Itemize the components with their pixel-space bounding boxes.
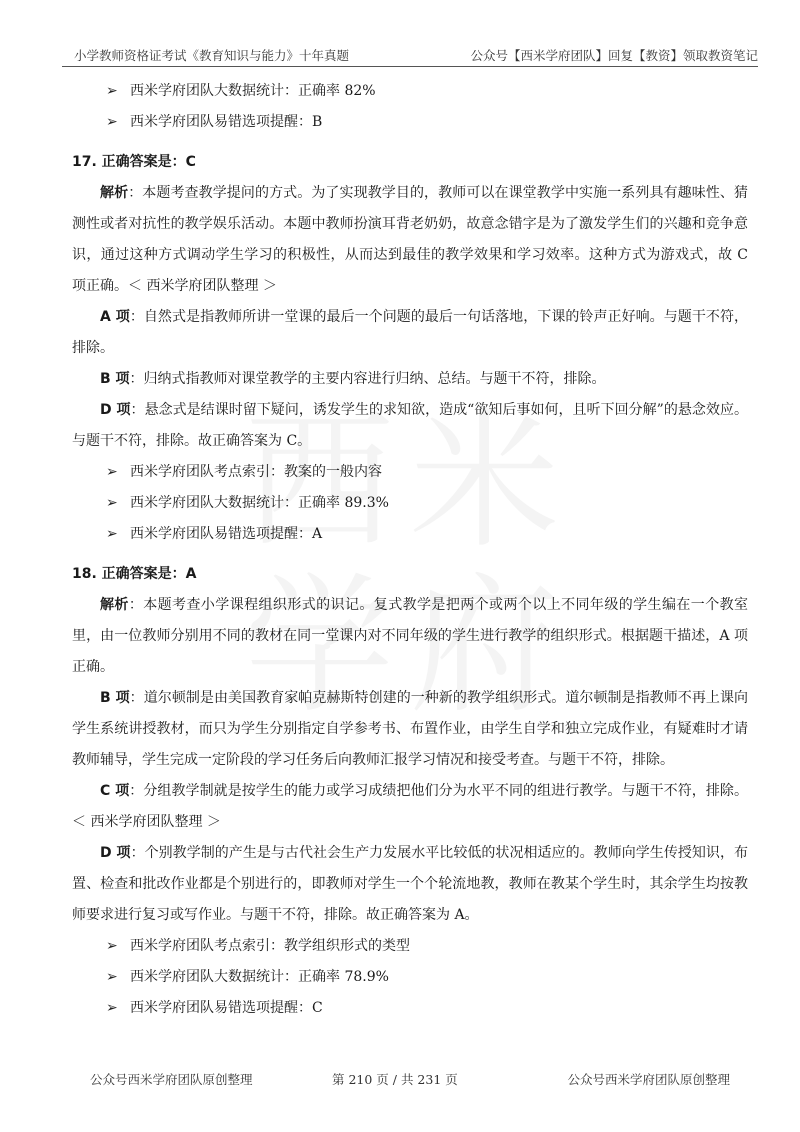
bullet-arrow-icon: ➢	[106, 1000, 118, 1016]
bullet-arrow-icon: ➢	[106, 969, 118, 985]
bullet-arrow-icon: ➢	[106, 526, 118, 542]
bullet-arrow-icon: ➢	[106, 114, 118, 130]
q17-option-d: D 项：悬念式是结课时留下疑问，诱发学生的求知欲，造成“欲知后事如何，且听下回分解”的悬念效应。与题干不符，排除。故正确答案为 C。	[72, 402, 748, 449]
bullet-item: ➢ 西米学府团队易错选项提醒：B	[72, 107, 748, 138]
question-17-title: 17. 正确答案是：C	[72, 154, 196, 170]
q18-analysis: 解析：本题考查小学课程组织形式的识记。复式教学是把两个或两个以上不同年级的学生编在一个教室里，由一位教师分别用不同的教材在同一堂课内对不同年级的学生进行教学的组织形式。根据题干描述，A 项正确。	[72, 597, 749, 675]
page-header	[62, 40, 758, 67]
bullet-item: ➢ 西米学府团队易错选项提醒：C	[72, 993, 748, 1024]
bullet-item: ➢ 西米学府团队考点索引：教学组织形式的类型	[72, 931, 748, 962]
bullet-arrow-icon: ➢	[106, 495, 118, 511]
header-right-text: 公众号【西米学府团队】回复【教资】领取教资笔记	[470, 48, 758, 63]
bullet-item: ➢ 西米学府团队大数据统计：正确率 89.3%	[72, 488, 748, 519]
bullet-arrow-icon: ➢	[106, 83, 118, 99]
q17-option-a: A 项：自然式是指教师所讲一堂课的最后一个问题的最后一句话落地，下课的铃声正好响。与题干不符，排除。	[72, 309, 748, 356]
page-content	[72, 76, 748, 1024]
question-18-title: 18. 正确答案是：A	[72, 566, 197, 582]
q17-option-b: B 项：归纳式指教师对课堂教学的主要内容进行归纳、总结。与题干不符，排除。	[100, 371, 606, 387]
bullet-arrow-icon: ➢	[106, 464, 118, 480]
bullet-item: ➢ 西米学府团队大数据统计：正确率 82%	[72, 76, 748, 107]
footer-left-text: 公众号西米学府团队原创整理	[90, 1072, 253, 1087]
q18-option-b: B 项：道尔顿制是由美国教育家帕克赫斯特创建的一种新的教学组织形式。道尔顿制是指教师不再上课向学生系统讲授教材，而只为学生分别指定自学参考书、布置作业，由学生自学和独立完成作业，有疑难时才请教师辅导，学生完成一定阶段的学习任务后向教师汇报学习情况和接受考查。与题干不符，排除。	[72, 690, 748, 768]
bullet-item: ➢ 西米学府团队易错选项提醒：A	[72, 519, 748, 550]
bullet-arrow-icon: ➢	[106, 938, 118, 954]
footer-right-text: 公众号西米学府团队原创整理	[567, 1072, 730, 1087]
q18-option-d: D 项：个别教学制的产生是与古代社会生产力发展水平比较低的状况相适应的。教师向学生传授知识，布置、检查和批改作业都是个别进行的，即教师对学生一个个轮流地教，教师在教某个学生时，其余学生均按教师要求进行复习或写作业。与题干不符，排除。故正确答案为 A。	[72, 845, 748, 923]
header-left-text: 小学教师资格证考试《教育知识与能力》十年真题	[74, 48, 350, 63]
bullet-item: ➢ 西米学府团队大数据统计：正确率 78.9%	[72, 962, 748, 993]
q17-analysis: 解析：本题考查教学提问的方式。为了实现教学目的，教师可以在课堂教学中实施一系列具有趣味性、猜测性或者对抗性的教学娱乐活动。本题中教师扮演耳背老奶奶，故意念错字是为了激发学生们的兴趣和竞争意识，通过这种方式调动学生学习的积极性，从而达到最佳的教学效果和学习效率。这种方式为游戏式，故 C 项正确。＜ 西米学府团队整理 ＞	[72, 185, 749, 294]
bullet-item: ➢ 西米学府团队考点索引：教案的一般内容	[72, 457, 748, 488]
page-number: 第 210 页 / 共 231 页	[332, 1072, 458, 1087]
q18-option-c: C 项：分组教学制就是按学生的能力或学习成绩把他们分为水平不同的组进行教学。与题干不符，排除。＜ 西米学府团队整理 ＞	[72, 783, 748, 830]
